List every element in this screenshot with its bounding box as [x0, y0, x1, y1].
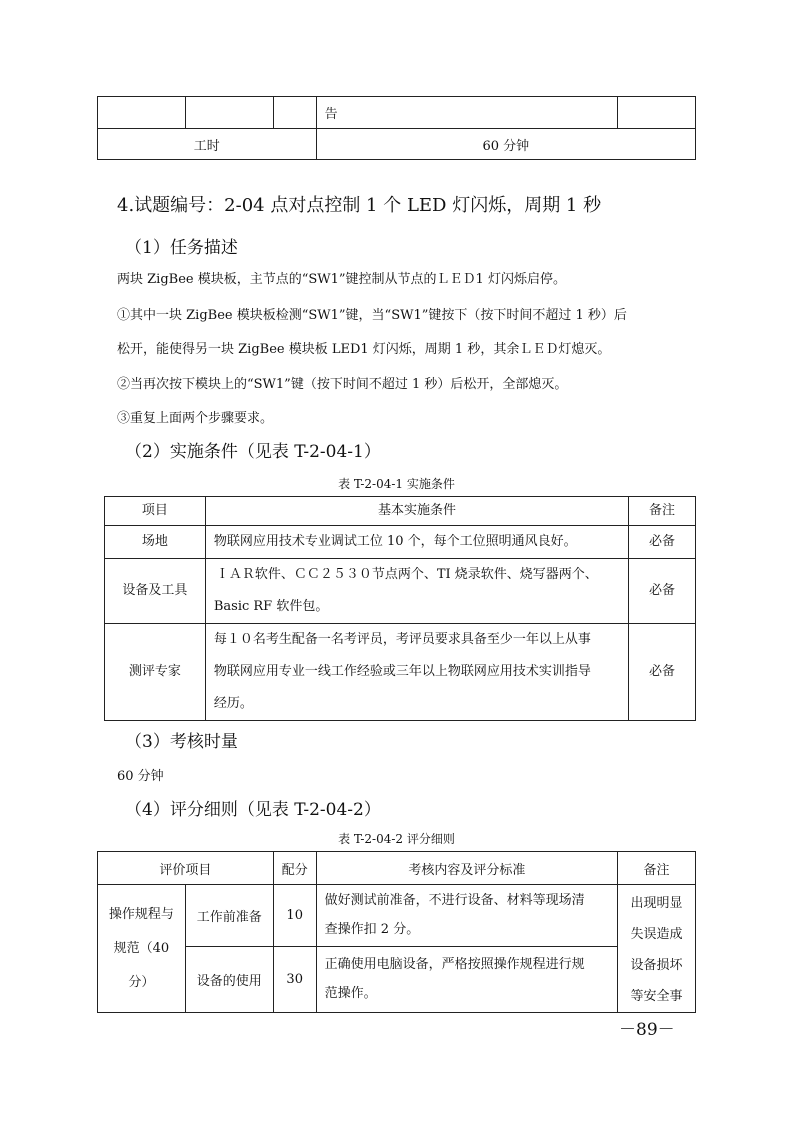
table-header-row: [105, 497, 696, 526]
content-line: 正确使用电脑设备，严格按照操作规程进行规: [324, 957, 585, 973]
work-hours-value: 60 分钟: [316, 129, 695, 160]
scoring-table: [97, 851, 696, 1013]
table-row: [98, 946, 696, 1012]
note-cell: 必备: [629, 526, 696, 559]
score-cell: 30: [273, 946, 316, 1012]
table-cell: 告: [316, 97, 617, 129]
task-paragraph-1: 两块 ZigBee 模块板，主节点的“SW1”键控制从节点的ＬＥＤ1 灯闪烁启停。: [117, 272, 566, 287]
note-line: 等安全事: [630, 989, 683, 1004]
top-continuation-table: [97, 96, 696, 160]
note-cell: 必备: [629, 559, 696, 624]
conditions-table: [104, 496, 696, 721]
subsection-task-title: （1）任务描述: [125, 238, 238, 258]
table-cell: [273, 97, 316, 129]
subsection-conditions-title: （2）实施条件（见表 T-2-04-1）: [125, 442, 381, 462]
category-line: 规范（40: [113, 940, 170, 956]
column-header: 备注: [629, 497, 696, 526]
table-row: [105, 559, 696, 624]
table-row: [105, 624, 696, 721]
page-number: －89－: [619, 1020, 675, 1040]
condition-cell: [205, 526, 628, 559]
condition-cell: [205, 624, 628, 721]
content-cell: [316, 885, 617, 947]
content-line: 做好测试前准备，不进行设备、材料等现场清: [324, 893, 585, 909]
column-header: 考核内容及评分标准: [316, 852, 617, 885]
table1-caption: 表 T-2-04-1 实施条件: [338, 477, 455, 491]
note-cell: [618, 885, 696, 1013]
condition-line: 物联网应用技术专业调试工位 10 个，每个工位照明通风良好。: [213, 534, 577, 549]
sub-item-cell: 工作前准备: [185, 885, 273, 947]
table-cell: [618, 97, 696, 129]
item-cell: 场地: [105, 526, 206, 559]
condition-line: Basic RF 软件包。: [213, 599, 329, 614]
table-row: [105, 526, 696, 559]
section-title: 4.试题编号：2-04 点对点控制 1 个 LED 灯闪烁，周期 1 秒: [117, 195, 602, 216]
item-cell: 测评专家: [105, 624, 206, 721]
content-line: 查操作扣 2 分。: [324, 922, 420, 938]
score-cell: 10: [273, 885, 316, 947]
condition-line: 经历。: [213, 696, 253, 711]
category-cell: [98, 885, 186, 1013]
category-line: 分）: [128, 974, 155, 990]
content-cell: [316, 946, 617, 1012]
work-hours-label: 工时: [98, 129, 317, 160]
content-line: 范操作。: [324, 986, 377, 1002]
task-paragraph-4: ③重复上面两个步骤要求。: [117, 411, 274, 426]
table-row: [98, 885, 696, 947]
sub-item-cell: 设备的使用: [185, 946, 273, 1012]
condition-line: 物联网应用专业一线工作经验或三年以上物联网应用技术实训指导: [213, 664, 591, 679]
column-header: 基本实施条件: [205, 497, 628, 526]
item-cell: 设备及工具: [105, 559, 206, 624]
table-row: [98, 129, 696, 160]
table2-caption: 表 T-2-04-2 评分细则: [338, 832, 455, 846]
task-paragraph-3: ②当再次按下模块上的“SW1”键（按下时间不超过 1 秒）后松开，全部熄灭。: [117, 377, 568, 392]
table-row: [98, 97, 696, 129]
subsection-time-title: （3）考核时量: [125, 732, 238, 752]
subsection-scoring-title: （4）评分细则（见表 T-2-04-2）: [125, 800, 381, 820]
column-header: 配分: [273, 852, 316, 885]
table-header-row: [98, 852, 696, 885]
note-cell: 必备: [629, 624, 696, 721]
table-cell: [185, 97, 273, 129]
category-line: 操作规程与: [108, 906, 174, 922]
time-text: 60 分钟: [117, 769, 164, 784]
table-cell: [98, 97, 186, 129]
note-line: 出现明显: [630, 896, 683, 911]
column-header: 备注: [618, 852, 696, 885]
column-header: 评价项目: [98, 852, 274, 885]
note-line: 设备损坏: [630, 958, 683, 973]
column-header: 项目: [105, 497, 206, 526]
task-paragraph-2b: 松开，能使得另一块 ZigBee 模块板 LED1 灯闪烁，周期 1 秒，其余ＬＥＤ灯熄灭。: [117, 342, 611, 357]
condition-line: 每１０名考生配备一名考评员，考评员要求具备至少一年以上从事: [213, 632, 591, 647]
task-paragraph-2a: ①其中一块 ZigBee 模块板检测“SW1”键，当“SW1”键按下（按下时间不超过 1 秒）后: [117, 308, 627, 323]
condition-cell: [205, 559, 628, 624]
condition-line: ＩＡＲ软件、ＣＣ２５３０节点两个、TI 烧录软件、烧写器两个、: [215, 567, 598, 582]
note-line: 失误造成: [630, 927, 683, 942]
